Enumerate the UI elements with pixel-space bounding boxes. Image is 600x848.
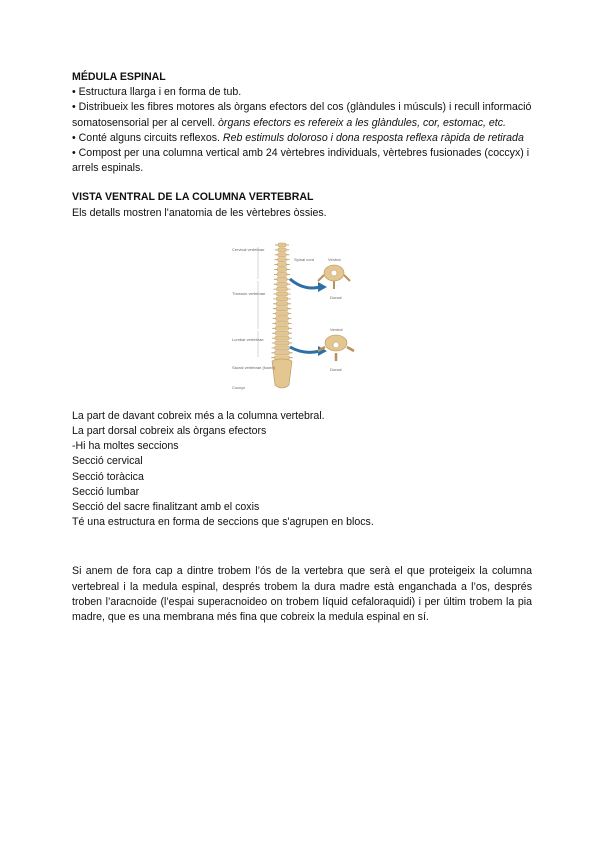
document-page bbox=[72, 70, 532, 625]
list-item: Secció lumbar bbox=[72, 485, 140, 498]
list-item: Secció del sacre finalitzant amb el coxis bbox=[72, 501, 260, 514]
notes-list bbox=[72, 409, 532, 531]
bullet-3: • Conté alguns circuits reflexos. Reb estimuls doloroso i dona resposta reflexa ràpida de retirada bbox=[72, 131, 524, 144]
bullet-2: • Distribueix les fibres motores als òrgans efectors del cos (glàndules i músculs) i recull informació somatosensorial per al cervell. òrgans efectors es refereix a les glàndules, cor, estomac, etc. bbox=[72, 101, 532, 129]
list-item: Secció toràcica bbox=[72, 470, 144, 483]
sacrum-shape bbox=[272, 359, 292, 388]
vertebra bbox=[276, 302, 288, 306]
vertebra bbox=[275, 331, 289, 335]
vertebra bbox=[277, 277, 287, 281]
label-ventral-2: Ventral bbox=[330, 326, 343, 332]
spine-figure bbox=[232, 239, 482, 397]
label-spinal-cord: Spinal cord bbox=[294, 256, 315, 262]
vertebra bbox=[277, 287, 288, 291]
list-item: -Hi ha moltes seccions bbox=[72, 440, 179, 453]
vertebra bbox=[276, 292, 287, 296]
vertebra bbox=[276, 311, 288, 315]
list-item: Secció cervical bbox=[72, 455, 143, 468]
section-title-vista: VISTA VENTRAL DE LA COLUMNA VERTEBRAL bbox=[72, 191, 314, 204]
bullet-1: • Estructura llarga i en forma de tub. bbox=[72, 86, 242, 99]
label-coccyx: Coccyx bbox=[232, 384, 246, 390]
vertebra bbox=[275, 341, 289, 345]
vertebra bbox=[278, 243, 286, 247]
vertebra bbox=[275, 336, 289, 340]
label-dorsal-1: Dorsal bbox=[330, 294, 342, 300]
section-title-medula: MÉDULA ESPINAL bbox=[72, 71, 166, 83]
list-item: La part dorsal cobreix als òrgans efectors bbox=[72, 425, 267, 438]
meninges-paragraph: Si anem de fora cap a dintre trobem l’ós de la vertebra que serà el que proteigeix la columna vertebreal i la medula espinal, després trobem la dura madre està enganchada a l’os, després troben l’aracnoide (l’espai superacnoideo on trobem líquid cefaloraquidi) i per últim trobem la pia madre, que es una membrana més fina que cobreix la medula espinal en sí. bbox=[72, 565, 532, 624]
vertebra bbox=[277, 262, 286, 266]
label-ventral-1: Ventral bbox=[328, 256, 341, 262]
label-sacral: Sacral vertebrae (fused) bbox=[232, 364, 275, 370]
upper-arrow bbox=[290, 279, 320, 288]
vertebra bbox=[275, 346, 290, 350]
vertebra-detail-bottom bbox=[318, 335, 354, 361]
section-subtitle: Els detalls mostren l'anatomia de les vèrtebres òssies. bbox=[72, 206, 327, 219]
list-item: Té una estructura en forma de seccions que s'agrupen en blocs. bbox=[72, 516, 374, 529]
vertebra bbox=[276, 297, 288, 301]
lower-arrow bbox=[290, 347, 320, 352]
label-dorsal-2: Dorsal bbox=[330, 366, 342, 372]
spine-illustration bbox=[232, 239, 482, 397]
vertebra bbox=[278, 248, 286, 252]
label-thoracic: Thoracic vertebrae bbox=[232, 290, 266, 296]
label-lumbar: Lumbar vertebrae bbox=[232, 336, 264, 342]
vertebra bbox=[277, 267, 287, 271]
vertebra bbox=[275, 326, 288, 330]
vertebra bbox=[278, 253, 287, 257]
vertebral-column bbox=[271, 243, 292, 360]
vertebra bbox=[275, 321, 288, 325]
vertebra bbox=[276, 307, 288, 311]
vertebra bbox=[276, 316, 289, 320]
bullet-4: • Compost per una columna vertical amb 24 vèrtebres individuals, vèrtebres fusionades (coccyx) i arrels espinals. bbox=[72, 147, 530, 175]
vertebra bbox=[274, 351, 289, 355]
upper-arrow-head bbox=[318, 282, 327, 292]
list-item: La part de davant cobreix més a la columna vertebral. bbox=[72, 409, 325, 422]
label-cervical: Cervical vertebrae bbox=[232, 246, 265, 252]
vertebra bbox=[278, 258, 287, 262]
vertebra bbox=[277, 272, 287, 276]
vertebra bbox=[277, 282, 288, 286]
